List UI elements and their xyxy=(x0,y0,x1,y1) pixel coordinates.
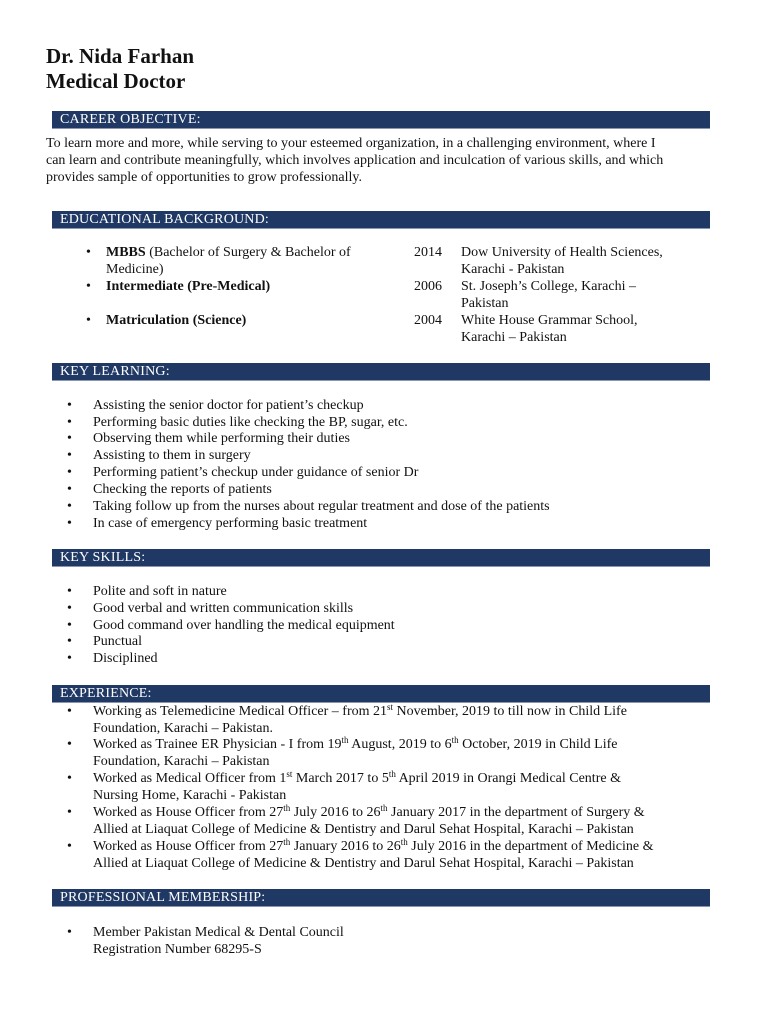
ordinal-suffix: th xyxy=(341,735,349,745)
ordinal-suffix: st xyxy=(387,702,394,712)
list-item: Taking follow up from the nurses about regular treatment and dose of the patients xyxy=(93,499,550,514)
objective-line: can learn and contribute meaningfully, which involves application and inculcation of various skills, and which xyxy=(46,153,664,168)
education-year: 2006 xyxy=(414,279,442,294)
list-item: Disciplined xyxy=(93,651,158,666)
ordinal-suffix: th xyxy=(400,837,408,847)
experience-text: Working as Telemedicine Medical Officer – from 21 xyxy=(93,704,387,719)
ordinal-suffix: th xyxy=(451,735,459,745)
education-institution: White House Grammar School, xyxy=(461,313,638,328)
list-item: Punctual xyxy=(93,634,142,649)
education-institution: Dow University of Health Sciences, xyxy=(461,245,663,260)
bullet-icon: • xyxy=(86,313,91,328)
membership-item: Member Pakistan Medical & Dental Council xyxy=(93,925,344,940)
bullet-icon: • xyxy=(67,634,72,649)
list-item: Assisting the senior doctor for patient’s checkup xyxy=(93,398,364,413)
bullet-icon: • xyxy=(67,398,72,413)
experience-item xyxy=(93,805,645,822)
education-degree xyxy=(106,245,351,262)
ordinal-suffix: st xyxy=(286,769,293,779)
bullet-icon: • xyxy=(67,516,72,531)
section-header-membership: PROFESSIONAL MEMBERSHIP: xyxy=(52,889,710,907)
experience-item xyxy=(93,839,653,856)
bullet-icon: • xyxy=(67,448,72,463)
experience-text: Worked as Trainee ER Physician - I from 19 xyxy=(93,737,342,752)
experience-item-line2: Allied at Liaquat College of Medicine & Dentistry and Darul Sehat Hospital, Karachi – Pakistan xyxy=(93,856,634,871)
experience-item xyxy=(93,737,617,754)
bullet-icon: • xyxy=(67,499,72,514)
bullet-icon: • xyxy=(67,651,72,666)
list-item: Observing them while performing their duties xyxy=(93,431,350,446)
education-institution-line2: Pakistan xyxy=(461,296,509,311)
education-institution-line2: Karachi - Pakistan xyxy=(461,262,565,277)
bullet-icon: • xyxy=(67,431,72,446)
ordinal-suffix: th xyxy=(283,803,291,813)
bullet-icon: • xyxy=(67,839,72,854)
list-item: Polite and soft in nature xyxy=(93,584,227,599)
experience-text: January 2017 in the department of Surgery & xyxy=(387,805,645,820)
list-item: Assisting to them in surgery xyxy=(93,448,251,463)
bullet-icon: • xyxy=(67,465,72,480)
bullet-icon: • xyxy=(67,925,72,940)
bullet-icon: • xyxy=(86,279,91,294)
bullet-icon: • xyxy=(86,245,91,260)
list-item: In case of emergency performing basic treatment xyxy=(93,516,368,531)
bullet-icon: • xyxy=(67,618,72,633)
degree-name: Matriculation (Science) xyxy=(106,313,247,328)
experience-text: August, 2019 to 6 xyxy=(348,737,452,752)
experience-text: July 2016 to 26 xyxy=(290,805,381,820)
experience-item-line2: Nursing Home, Karachi - Pakistan xyxy=(93,788,287,803)
experience-item xyxy=(93,704,627,721)
degree-detail-line2: Medicine) xyxy=(106,262,164,277)
experience-item xyxy=(93,771,621,788)
list-item: Good verbal and written communication skills xyxy=(93,601,354,616)
experience-text: January 2016 to 26 xyxy=(290,839,401,854)
degree-name: MBBS xyxy=(106,245,146,260)
list-item: Checking the reports of patients xyxy=(93,482,272,497)
education-year: 2014 xyxy=(414,245,442,260)
bullet-icon: • xyxy=(67,704,72,719)
experience-item-line2: Allied at Liaquat College of Medicine & Dentistry and Darul Sehat Hospital, Karachi – Pakistan xyxy=(93,822,634,837)
section-header-experience: EXPERIENCE: xyxy=(52,685,710,703)
section-header-key-learning: KEY LEARNING: xyxy=(52,363,710,381)
list-item: Performing patient’s checkup under guidance of senior Dr xyxy=(93,465,419,480)
degree-detail: (Bachelor of Surgery & Bachelor of xyxy=(145,245,351,260)
experience-text: Worked as Medical Officer from 1 xyxy=(93,771,287,786)
section-header-career-objective: CAREER OBJECTIVE: xyxy=(52,111,710,129)
bullet-icon: • xyxy=(67,737,72,752)
bullet-icon: • xyxy=(67,805,72,820)
candidate-name: Dr. Nida Farhan xyxy=(46,44,194,68)
experience-text: November, 2019 to till now in Child Life xyxy=(393,704,627,719)
ordinal-suffix: th xyxy=(283,837,291,847)
section-header-education: EDUCATIONAL BACKGROUND: xyxy=(52,211,710,229)
bullet-icon: • xyxy=(67,601,72,616)
bullet-icon: • xyxy=(67,584,72,599)
membership-item-line2: Registration Number 68295-S xyxy=(93,942,262,957)
ordinal-suffix: th xyxy=(380,803,388,813)
experience-item-line2: Foundation, Karachi – Pakistan. xyxy=(93,721,274,736)
education-institution: St. Joseph’s College, Karachi – xyxy=(461,279,636,294)
education-year: 2004 xyxy=(414,313,442,328)
bullet-icon: • xyxy=(67,415,72,430)
candidate-role: Medical Doctor xyxy=(46,69,186,93)
bullet-icon: • xyxy=(67,482,72,497)
bullet-icon: • xyxy=(67,771,72,786)
experience-text: Worked as House Officer from 27 xyxy=(93,805,284,820)
experience-text: April 2019 in Orangi Medical Centre & xyxy=(395,771,621,786)
experience-text: July 2016 in the department of Medicine & xyxy=(407,839,654,854)
ordinal-suffix: th xyxy=(388,769,396,779)
experience-item-line2: Foundation, Karachi – Pakistan xyxy=(93,754,270,769)
degree-name: Intermediate (Pre-Medical) xyxy=(106,279,271,294)
education-institution-line2: Karachi – Pakistan xyxy=(461,330,567,345)
experience-text: March 2017 to 5 xyxy=(292,771,389,786)
objective-line: To learn more and more, while serving to your esteemed organization, in a challenging environment, where I xyxy=(46,136,656,151)
experience-text: Worked as House Officer from 27 xyxy=(93,839,284,854)
list-item: Good command over handling the medical equipment xyxy=(93,618,395,633)
section-header-key-skills: KEY SKILLS: xyxy=(52,549,710,567)
objective-line: provides sample of opportunities to grow professionally. xyxy=(46,170,362,185)
experience-text: October, 2019 in Child Life xyxy=(458,737,618,752)
list-item: Performing basic duties like checking the BP, sugar, etc. xyxy=(93,415,408,430)
